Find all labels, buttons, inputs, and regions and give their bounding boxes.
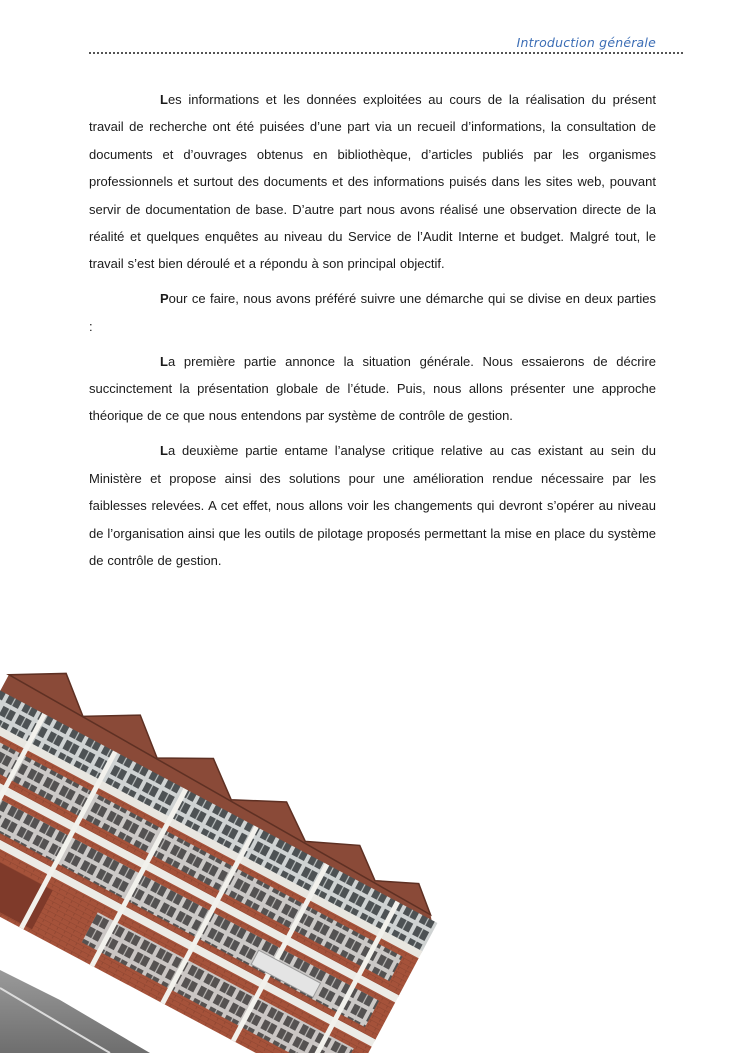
paragraph-3: [89, 348, 656, 430]
paragraph-1: [89, 86, 656, 278]
document-body: [89, 86, 656, 582]
paragraph-3-text: a première partie annonce la situation générale. Nous essaierons de décrire succinctement la présentation globale de l’étude. Puis, nous allons présenter une approche théorique de ce que nous entendons par système de contrôle de gestion.: [89, 353, 656, 424]
paragraph-4: [89, 437, 656, 574]
paragraph-2: [89, 285, 656, 340]
page-header-title: Introduction générale: [516, 35, 656, 50]
paragraph-4-initial: L: [160, 443, 168, 459]
header-dotted-rule: [89, 52, 683, 54]
paragraph-4-text: a deuxième partie entame l’analyse critique relative au cas existant au sein du Ministère et propose ainsi des solutions pour une amélioration rendue nécessaire par les faiblesses relevées. A cet effet, nous allons voir les changements qui devront s’opérer au niveau de l’organisation ainsi que les outils de pilotage proposés permettant la mise en place du système de contrôle de gestion.: [89, 443, 656, 568]
building-photo: [0, 670, 480, 1053]
paragraph-2-initial: P: [160, 291, 169, 307]
paragraph-2-text: our ce faire, nous avons préféré suivre une démarche qui se divise en deux parties :: [89, 291, 656, 334]
paragraph-1-text: es informations et les données exploitées au cours de la réalisation du présent travail de recherche ont été puisées d’une part via un recueil d’informations, la consultation de documents et d’ouvrages obtenus en bibliothèque, d’articles publiés par les organismes professionnels et surtout des documents et des informations puisés dans les sites web, pouvant servir de documentation de base. D’autre part nous avons réalisé une observation directe de la réalité et quelques enquêtes au niveau du Service de l’Audit Interne et budget. Malgré tout, le travail s’est bien déroulé et a répondu à son principal objectif.: [89, 92, 656, 272]
paragraph-1-initial: L: [160, 92, 168, 107]
paragraph-3-initial: L: [160, 353, 168, 369]
